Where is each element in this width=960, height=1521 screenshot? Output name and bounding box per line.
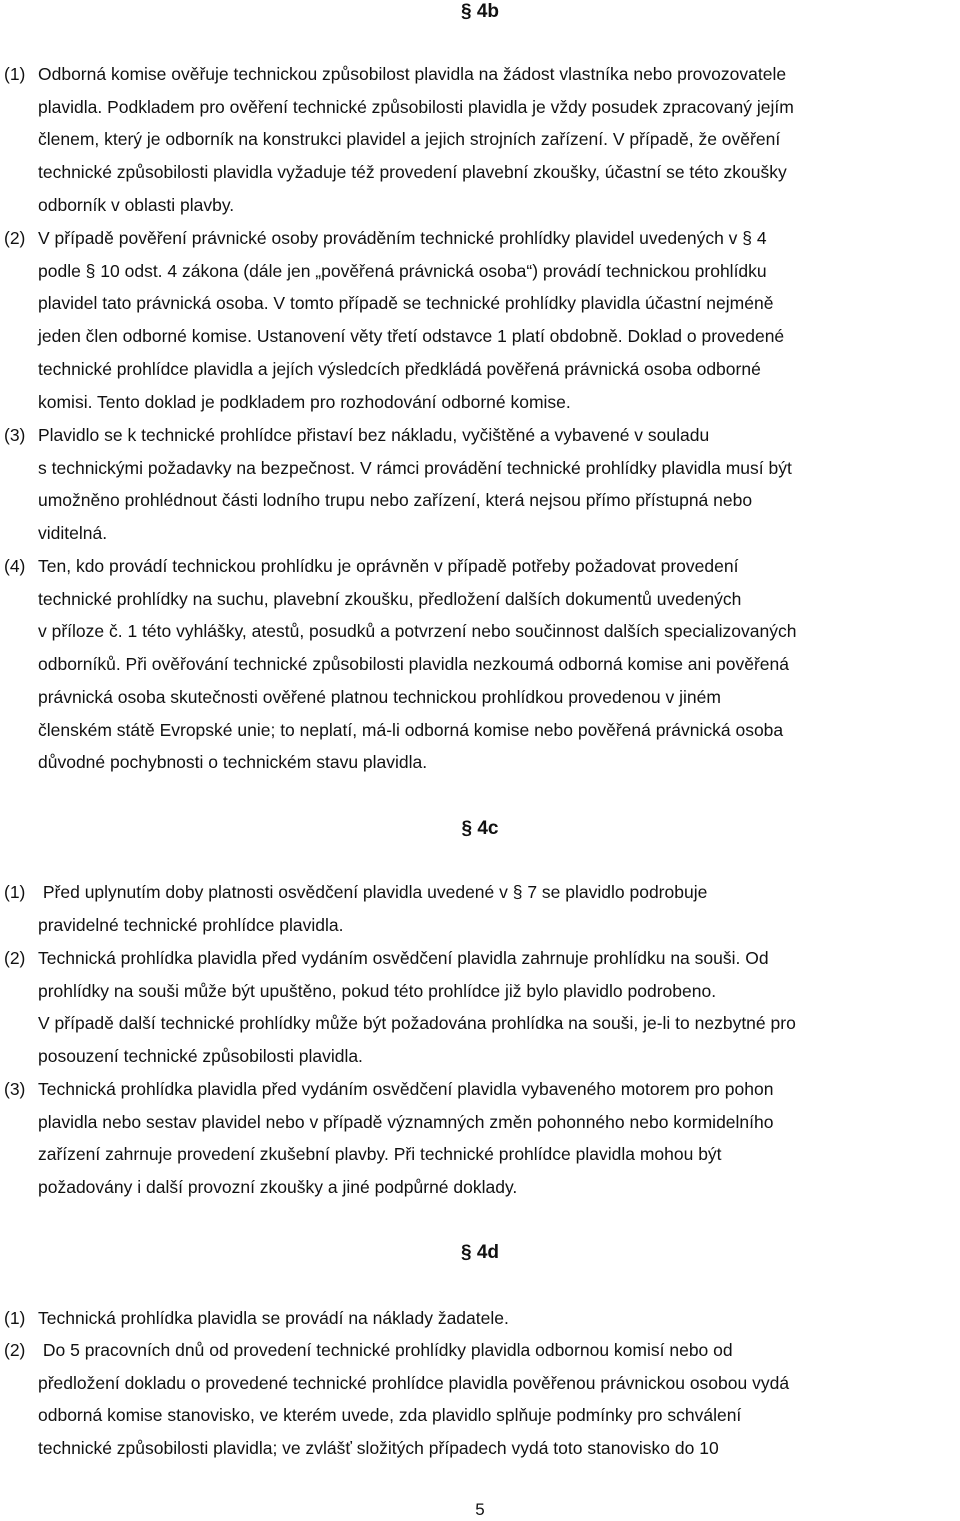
paragraph-number: (2) (4, 1340, 26, 1360)
text-line: komisi. Tento doklad je podkladem pro rozhodování odborné komise. (38, 391, 571, 412)
text-line: Technická prohlídka plavidla se provádí na náklady žadatele. (38, 1308, 509, 1328)
text-line: s technickými požadavky na bezpečnost. V rámci provádění technické prohlídky plavidla musí být (38, 457, 792, 478)
paragraph-text (38, 1073, 960, 1204)
paragraph-text (38, 58, 960, 222)
paragraph-text (38, 222, 960, 418)
paragraph-number: (1) (4, 64, 26, 84)
text-line: důvodné pochybnosti o technickém stavu plavidla. (38, 752, 428, 773)
text-line: zařízení zahrnuje provedení zkušební plavby. Při technické prohlídce plavidla mohou být (38, 1144, 722, 1165)
text-line: technické prohlídce plavidla a jejích výsledcích předkládá pověřená právnická osoba odborné (38, 358, 761, 379)
text-line: Před uplynutím doby platnosti osvědčení plavidla uvedené v § 7 se plavidlo podrobuje (38, 882, 708, 902)
text-line: požadovány i další provozní zkoušky a jiné podpůrné doklady. (38, 1177, 518, 1198)
text-line: v příloze č. 1 této vyhlášky, atestů, posudků a potvrzení nebo součinnost dalších specializovaných (38, 621, 797, 642)
text-line: prohlídky na souši může být upuštěno, pokud této prohlídce již bylo plavidlo podrobeno. (38, 980, 717, 1001)
text-line: právnická osoba skutečnosti ověřené platnou technickou prohlídkou provedenou v jiném (38, 686, 721, 707)
text-line: technické prohlídky na suchu, plavební zkoušku, předložení dalších dokumentů uvedených (38, 588, 742, 609)
paragraph-text (38, 419, 960, 550)
text-line: plavidla. Podkladem pro ověření technické způsobilosti plavidla je vždy posudek zpracovaný jejím (38, 96, 794, 117)
text-line: členem, který je odborník na konstrukci plavidel a jejich strojních zařízení. V případě, že ověření (38, 129, 781, 150)
text-line: Technická prohlídka plavidla před vydáním osvědčení plavidla vybaveného motorem pro pohon (38, 1079, 774, 1099)
text-line: plavidel tato právnická osoba. V tomto případě se technické prohlídky plavidla účastní nejméně (38, 293, 774, 314)
text-line: V případě pověření právnické osoby prováděním technické prohlídky plavidel uvedených v § 4 (38, 228, 767, 248)
paragraph-text (38, 876, 960, 941)
text-line: Technická prohlídka plavidla před vydáním osvědčení plavidla zahrnuje prohlídku na souši. Od (38, 948, 769, 968)
paragraph-number: (4) (4, 556, 26, 576)
paragraph-text (38, 1302, 960, 1335)
text-line: technické způsobilosti plavidla vyžaduje též provedení plavební zkoušky, účastní se této zkoušky (38, 162, 787, 183)
text-line: odborníků. Při ověřování technické způsobilosti plavidla nezkoumá odborná komise ani pověřená (38, 654, 789, 675)
text-line: V případě další technické prohlídky může být požadována prohlídka na souši, je-li to nezbytné pro (38, 1013, 796, 1034)
text-line: posouzení technické způsobilosti plavidla. (38, 1046, 363, 1067)
text-line: členském státě Evropské unie; to neplatí, má-li odborná komise nebo pověřená právnická osoba (38, 719, 784, 740)
text-line: odborná komise stanovisko, ve kterém uvede, zda plavidlo splňuje podmínky pro schválení (38, 1405, 742, 1426)
paragraph-number: (3) (4, 425, 26, 445)
text-line: technické způsobilosti plavidla; ve zvlášť složitých případech vydá toto stanovisko do 10 (38, 1438, 719, 1459)
text-line: umožněno prohlédnout části lodního trupu nebo zařízení, která nejsou přímo přístupná nebo (38, 490, 753, 511)
paragraph-number: (3) (4, 1079, 26, 1099)
section-heading-4c: § 4c (461, 818, 499, 839)
paragraph-text (38, 550, 960, 779)
text-line: Ten, kdo provádí technickou prohlídku je oprávněn v případě potřeby požadovat provedení (38, 556, 739, 576)
section-heading-4b: § 4b (460, 1, 500, 22)
paragraph-number: (2) (4, 948, 26, 968)
page-number: 5 (475, 1500, 485, 1519)
paragraph-text (38, 1334, 960, 1465)
text-line: předložení dokladu o provedené technické prohlídce plavidla pověřenou právnickou osobou vydá (38, 1372, 790, 1393)
section-heading-4d: § 4d (460, 1242, 500, 1263)
paragraph-number: (1) (4, 882, 26, 902)
text-line: viditelná. (38, 523, 108, 544)
text-line: odborník v oblasti plavby. (38, 194, 235, 215)
paragraph-number: (1) (4, 1308, 26, 1328)
paragraph-text (38, 942, 960, 1073)
text-line: Odborná komise ověřuje technickou způsobilost plavidla na žádost vlastníka nebo provozovatele (38, 64, 787, 84)
text-line: podle § 10 odst. 4 zákona (dále jen „pověřená právnická osoba“) provádí technickou prohlídku (38, 260, 767, 281)
text-line: Plavidlo se k technické prohlídce přistaví bez nákladu, vyčištěné a vybavené v souladu (38, 425, 710, 445)
text-line: plavidla nebo sestav plavidel nebo v případě významných změn pohonného nebo kormidelního (38, 1111, 774, 1132)
text-line: Do 5 pracovních dnů od provedení technické prohlídky plavidla odbornou komisí nebo od (38, 1340, 733, 1360)
paragraph-number: (2) (4, 228, 26, 248)
text-line: jeden člen odborné komise. Ustanovení věty třetí odstavce 1 platí obdobně. Doklad o provedené (38, 326, 785, 347)
text-line: pravidelné technické prohlídce plavidla. (38, 914, 344, 935)
